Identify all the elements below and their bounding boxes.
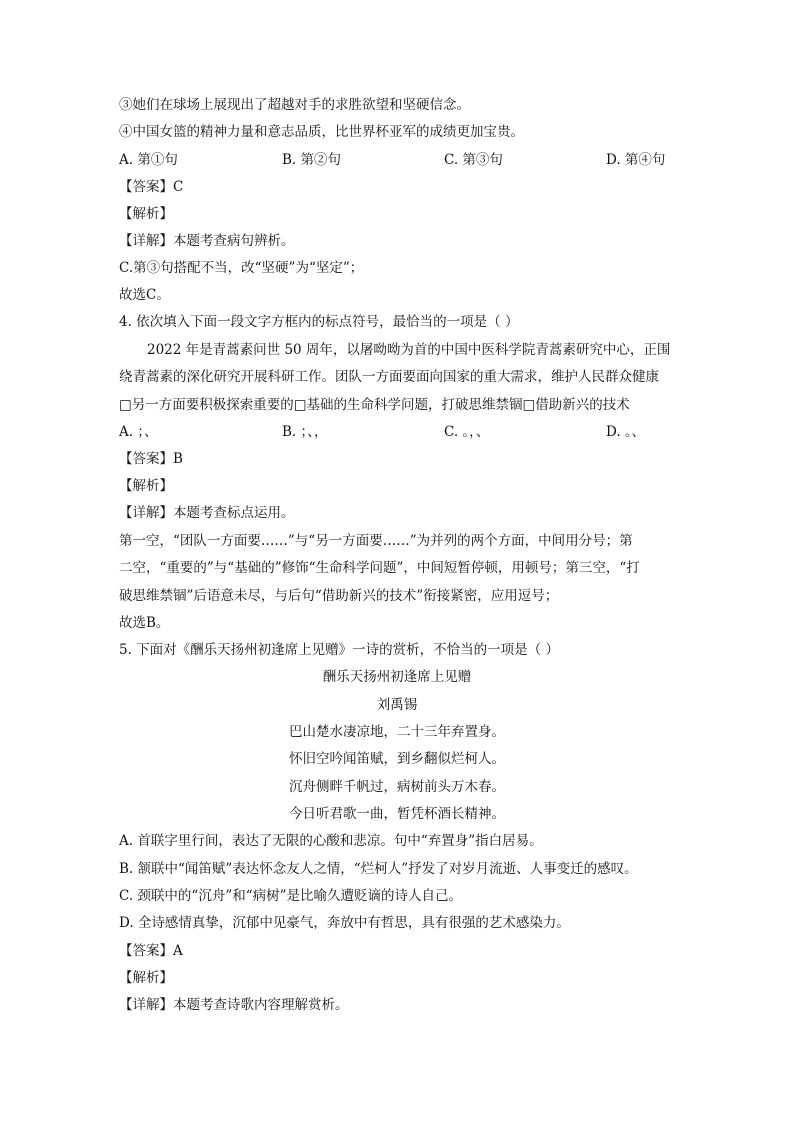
answer-tag: 【答案】 <box>119 451 173 467</box>
poem-author: 刘禹锡 <box>376 697 418 713</box>
q3-option-a: A. 第①句 <box>119 152 178 168</box>
q4-passage-line: 2022 年是青蒿素问世 50 周年，以屠呦呦为首的中国中医科学院青蒿素研究中心，正围 <box>147 342 671 358</box>
q5-option-a: A. 首联字里行间，表达了无限的心酸和悲凉。句中“弃置身”指白居易。 <box>119 833 543 849</box>
q4-option-b: B. ；、， <box>282 424 328 440</box>
answer-tag: 【答案】 <box>119 179 173 195</box>
q4-passage-line: □另一方面要积极探索重要的□基础的生命科学问题，打破思维禁锢□借助新兴的技术 <box>119 397 630 413</box>
q3-option-c: C. 第③句 <box>444 152 503 168</box>
q3-choose: 故选C。 <box>119 287 170 303</box>
q4-explanation-line: 第一空，“团队一方面要……”与“另一方面要……”为并列的两个方面，中间用分号；第 <box>119 533 633 549</box>
q4-choose: 故选B。 <box>119 615 170 631</box>
q5-stem: 5. 下面对《酬乐天扬州初逢席上见赠》一诗的赏析，不恰当的一项是（ ） <box>119 642 559 658</box>
answer-value: C <box>173 179 184 195</box>
q3-analysis-tag: 【解析】 <box>119 206 173 222</box>
sentence-4: ④中国女篮的精神力量和意志品质，比世界杯亚军的成绩更加宝贵。 <box>119 124 524 140</box>
q5-answer <box>119 942 183 960</box>
q5-analysis-tag: 【解析】 <box>119 970 173 986</box>
q4-answer <box>119 450 183 468</box>
q3-option-d: D. 第④句 <box>606 152 666 168</box>
q3-option-b: B. 第②句 <box>282 152 342 168</box>
q5-option-b: B. 颔联中“闻笛赋”表达怀念友人之情，“烂柯人”抒发了对岁月流逝、人事变迁的感叹。 <box>119 861 638 877</box>
poem-line: 怀旧空吟闻笛赋，到乡翻似烂柯人。 <box>289 751 505 767</box>
q3-explanation: C.第③句搭配不当，改“坚硬”为“坚定”； <box>119 260 364 276</box>
answer-value: B <box>173 451 183 467</box>
q5-option-d: D. 全诗感情真挚，沉郁中见豪气，奔放中有哲思，具有很强的艺术感染力。 <box>119 915 570 931</box>
poem-line: 沉舟侧畔千帆过，病树前头万木春。 <box>289 779 505 795</box>
q4-explanation-line: 二空，“重要的”与“基础的”修饰“生命科学问题”，中间短暂停顿，用顿号；第三空，“打 <box>119 560 640 576</box>
q4-stem: 4. 依次填入下面一段文字方框内的标点符号，最恰当的一项是（ ） <box>119 314 519 330</box>
poem-title: 酬乐天扬州初逢席上见赠 <box>322 669 472 685</box>
q3-answer <box>119 178 183 196</box>
q5-option-c: C. 颈联中的“沉舟”和“病树”是比喻久遭贬谪的诗人自己。 <box>119 888 463 904</box>
q4-detail: 【详解】本题考查标点运用。 <box>119 505 295 521</box>
q4-analysis-tag: 【解析】 <box>119 478 173 494</box>
answer-tag: 【答案】 <box>119 943 173 959</box>
q3-detail: 【详解】本题考查病句辨析。 <box>119 233 295 249</box>
q4-passage-line: 绕青蒿素的深化研究开展科研工作。团队一方面要面向国家的重大需求，维护人民群众健康 <box>119 369 659 385</box>
answer-value: A <box>173 943 183 959</box>
poem-line: 今日听君歌一曲，暂凭杯酒长精神。 <box>289 806 505 822</box>
q5-detail: 【详解】本题考查诗歌内容理解赏析。 <box>119 997 349 1013</box>
q4-option-a: A. ；、 <box>119 424 158 440</box>
q4-explanation-line: 破思维禁锢”后语意未尽，与后句“借助新兴的技术”衔接紧密，应用逗号； <box>119 588 559 604</box>
q4-option-d: D. 。、 <box>606 424 646 440</box>
poem-line: 巴山楚水凄凉地，二十三年弃置身。 <box>289 724 505 740</box>
q4-option-c: C. 。，、 <box>444 424 490 440</box>
sentence-3: ③她们在球场上展现出了超越对手的求胜欲望和坚硬信念。 <box>119 97 470 113</box>
